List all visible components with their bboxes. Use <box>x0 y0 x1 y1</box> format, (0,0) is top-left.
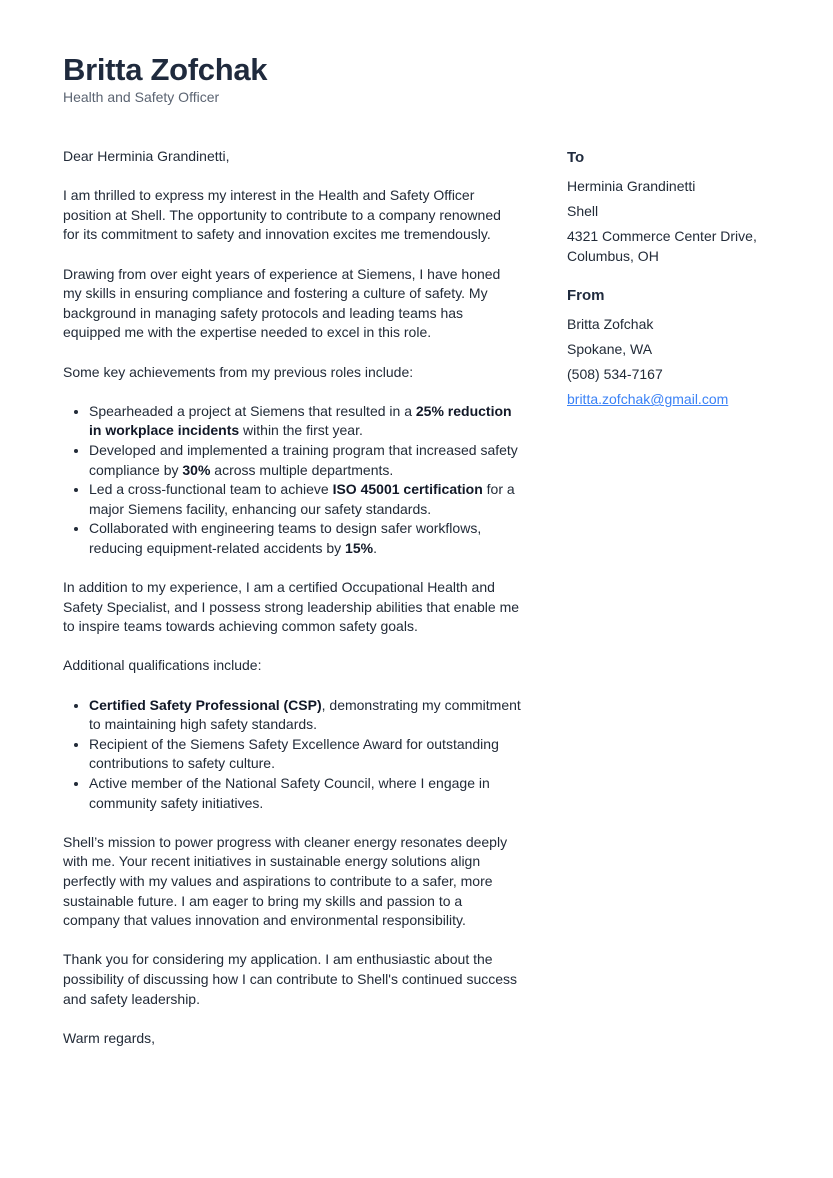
sender-email-link[interactable]: britta.zofchak@gmail.com <box>567 391 729 408</box>
letter-body <box>63 147 521 1068</box>
signoff: Warm regards, <box>63 1029 156 1046</box>
experience-paragraph: Drawing from over eight years of experience at Siemens, I have honed my skills in ensuring compliance and fostering a culture of safety. My background in managing safety protocols and leading teams has equipped me with the expertise needed to excel in this role. <box>63 265 501 341</box>
qualifications-list <box>63 696 521 814</box>
list-item: • Active member of the National Safety Council, where I engage in community safety initiatives. <box>89 774 521 813</box>
job-title: Health and Safety Officer <box>63 89 220 105</box>
from-heading: From <box>567 287 605 305</box>
to-heading: To <box>567 149 585 166</box>
mission-paragraph: Shell’s mission to power progress with cleaner energy resonates deeply with me. Your recent initiatives in sustainable energy solutions align perfectly with my values and aspirations to contribute to a safer, more sustainable future. I am eager to bring my skills and passion to a company that values innovation and environmental responsibility. <box>63 833 508 929</box>
recipient-block <box>567 148 787 266</box>
list-item: • Recipient of the Siemens Safety Excellence Award for outstanding contributions to safety culture. <box>89 735 521 774</box>
list-item: • Led a cross-functional team to achieve ISO 45001 certification for a major Siemens facility, enhancing our safety standards. <box>89 480 521 519</box>
sender-location: Spokane, WA <box>567 341 653 358</box>
intro-paragraph: I am thrilled to express my interest in the Health and Safety Officer position at Shell. The opportunity to contribute to a company renowned for its commitment to safety and innovation excites me tremendously. <box>63 187 501 243</box>
achievements-list <box>63 402 521 559</box>
recipient-name: Herminia Grandinetti <box>567 178 696 194</box>
sender-phone: (508) 534-7167 <box>567 366 663 383</box>
sender-name: Britta Zofchak <box>567 316 654 333</box>
sender-block <box>567 286 787 410</box>
header <box>63 52 267 105</box>
achievements-intro: Some key achievements from my previous roles include: <box>63 363 414 380</box>
recipient-address: 4321 Commerce Center Drive, Columbus, OH <box>567 227 757 264</box>
applicant-name: Britta Zofchak <box>63 52 268 87</box>
closing-paragraph: Thank you for considering my application. I am enthusiastic about the possibility of discussing how I can contribute to Shell's continued success and safety leadership. <box>63 951 518 1007</box>
certification-paragraph: In addition to my experience, I am a certified Occupational Health and Safety Specialist, and I possess strong leadership abilities that enable me to inspire teams towards achieving common safety goals. <box>63 579 520 635</box>
qualifications-intro: Additional qualifications include: <box>63 657 262 674</box>
list-item: • Spearheaded a project at Siemens that resulted in a 25% reduction in workplace incidents within the first year. <box>89 402 521 441</box>
list-item: • Certified Safety Professional (CSP), demonstrating my commitment to maintaining high safety standards. <box>89 696 521 735</box>
list-item: • Developed and implemented a training program that increased safety compliance by 30% across multiple departments. <box>89 441 521 480</box>
greeting: Dear Herminia Grandinetti, <box>63 148 230 164</box>
contact-sidebar <box>567 148 787 415</box>
recipient-company: Shell <box>567 202 599 219</box>
list-item: • Collaborated with engineering teams to design safer workflows, reducing equipment-related accidents by 15%. <box>89 519 521 558</box>
